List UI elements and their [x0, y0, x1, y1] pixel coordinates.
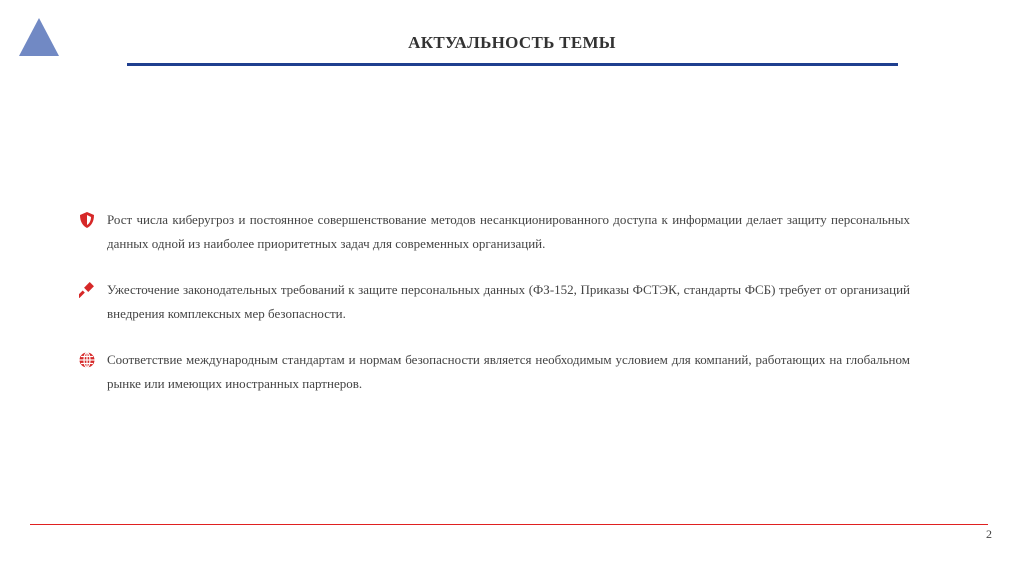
page-number: 2	[986, 527, 992, 541]
gavel-icon	[79, 282, 95, 298]
bullet-list	[76, 208, 910, 418]
item-text: Рост числа киберугроз и постоянное совершенствование методов несанкционированного доступа к информации делает защиту персональных данных одной из наиболее приоритетных задач для современных организаций.	[107, 212, 910, 251]
title-divider	[127, 63, 898, 66]
footer-divider	[30, 524, 988, 525]
list-item	[76, 278, 910, 326]
list-item	[76, 348, 910, 396]
page-title: АКТУАЛЬНОСТЬ ТЕМЫ	[408, 33, 616, 52]
globe-icon	[79, 352, 95, 368]
list-item	[76, 208, 910, 256]
item-text: Ужесточение законодательных требований к защите персональных данных (ФЗ-152, Приказы ФСТЭК, стандарты ФСБ) требует от организаций внедрения комплексных мер безопасности.	[107, 282, 910, 321]
item-text: Соответствие международным стандартам и нормам безопасности является необходимым условием для компаний, работающих на глобальном рынке или имеющих иностранных партнеров.	[107, 352, 910, 391]
shield-icon	[79, 212, 95, 228]
